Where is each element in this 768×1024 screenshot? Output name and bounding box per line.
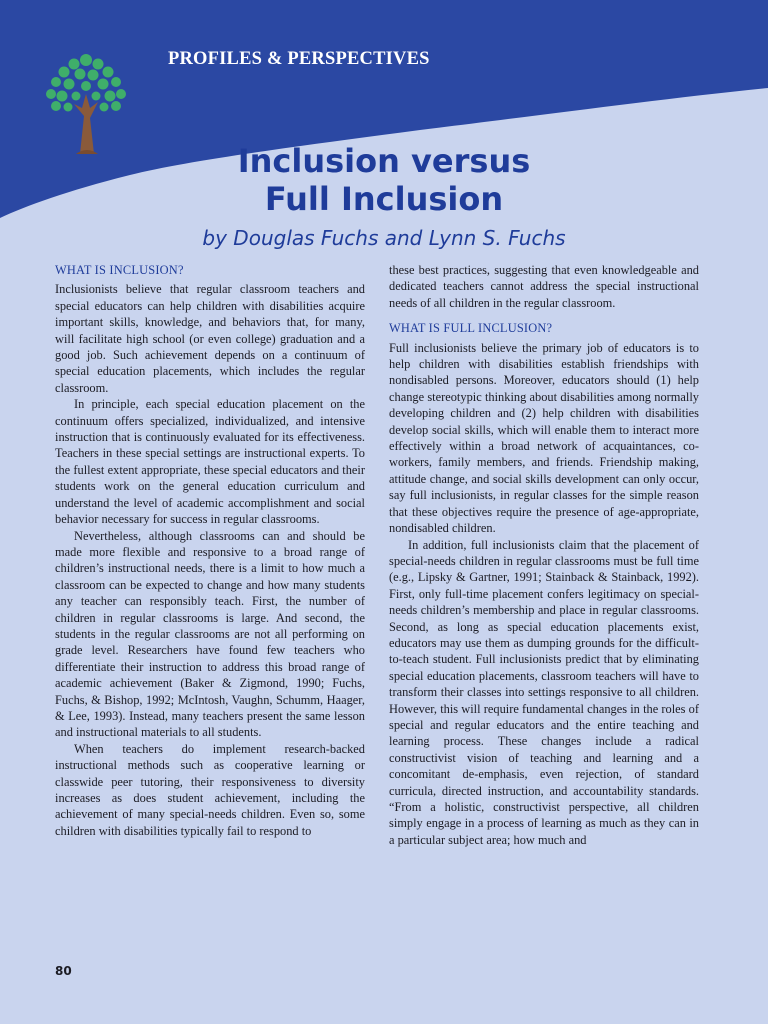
section-label: PROFILES & PERSPECTIVES <box>168 49 430 69</box>
title-line-2: Full Inclusion <box>264 180 504 218</box>
paragraph: In principle, each special education placement on the continuum offers specialized, individualized, and intensive instruction that is continuously evaluated for its effectiveness. Teachers in these special settings are instructional experts. To the fullest extent appropriate, these special educators and their students work on the general education curriculum and understand the level of academic accomplishment and social behavior necessary for success in regular classrooms. <box>55 397 365 527</box>
section-heading-inclusion: WHAT IS INCLUSION? <box>55 263 184 277</box>
paragraph-continuation: these best practices, suggesting that even knowledgeable and dedicated teachers cannot address the special instructional needs of all children in the regular classroom. <box>389 263 699 310</box>
section-heading-full-inclusion: WHAT IS FULL INCLUSION? <box>389 321 553 336</box>
right-column <box>389 262 699 848</box>
page-number: 80 <box>55 964 72 978</box>
title-line-1: Inclusion versus <box>237 142 531 180</box>
paragraph: Full inclusionists believe the primary job of educators is to help children with disabilities establish friendships with nondisabled persons. Moreover, educators should (1) help change stereotypic thinking about disabilities among normally developing children and (2) help children with disabilities develop social skills, which will enable them to interact more effectively within a broad network of acquaintances, co-workers, family members, and friends. Friendship making, attitude change, and social skills development can only occur, say full inclusionists, in regular classes for the simple reason that these objectives require the presence of age-appropriate, nondisabled children. <box>389 340 699 536</box>
paragraph: In addition, full inclusionists claim that the placement of special-needs children in regular classrooms must be full time (e.g., Lipsky & Gartner, 1991; Stainback & Stainback, 1992). First, only full-time placement confers legitimacy on special-needs children’s membership and place in regular classrooms. Second, as long as special education placements exist, educators may use them as dumping grounds for the difficult-to-teach student. Full inclusionists predict that by eliminating special education placements, classroom teachers will have to transform their classes into settings responsive to all children. However, this will require fundamental changes in the roles of special and regular educators and the entire teaching and learning process. These changes include a radical constructivist vision of teaching and learning and a concomitant de-emphasis, even rejection, of standard curricula, directed instruction, and accountability standards. “From a holistic, constructivist perspective, all children simply engage in a process of learning as much as they can in a particular subject area; how much and <box>389 537 699 847</box>
page-title <box>0 142 768 218</box>
paragraph: Nevertheless, although classrooms can and should be made more flexible and responsive to a broad range of children’s instructional needs, there is a limit to how much a classroom can be expected to change and how many students any teacher can responsibly teach. First, the number of children in regular classrooms is large. And second, the students in the regular classrooms are not all performing on grade level. Researchers have found few teachers who differentiate their instruction to address this broad range of academic achievement (Baker & Zigmond, 1990; Fuchs, Fuchs, & Bishop, 1992; McIntosh, Vaughn, Schumm, Haager, & Lee, 1993). Instead, many teachers present the same lesson and instructional materials to all students. <box>55 528 365 740</box>
paragraph: Inclusionists believe that regular classroom teachers and special educators can help children with disabilities acquire important skills, knowledge, and behaviors that, for many, will facilitate high school (or even college) graduation and a good job. Such achievement depends on a continuum of special education placements, which includes the regular classroom. <box>55 282 365 395</box>
tree-icon <box>36 46 136 156</box>
byline: by Douglas Fuchs and Lynn S. Fuchs <box>202 226 566 250</box>
paragraph: When teachers do implement research-backed instructional methods such as cooperative learning or classwide peer tutoring, their responsiveness to diversity increases as does student achievement, including the achievement of many special-needs children. Even so, some children with disabilities typically fail to respond to <box>55 741 365 838</box>
left-column <box>55 262 365 839</box>
